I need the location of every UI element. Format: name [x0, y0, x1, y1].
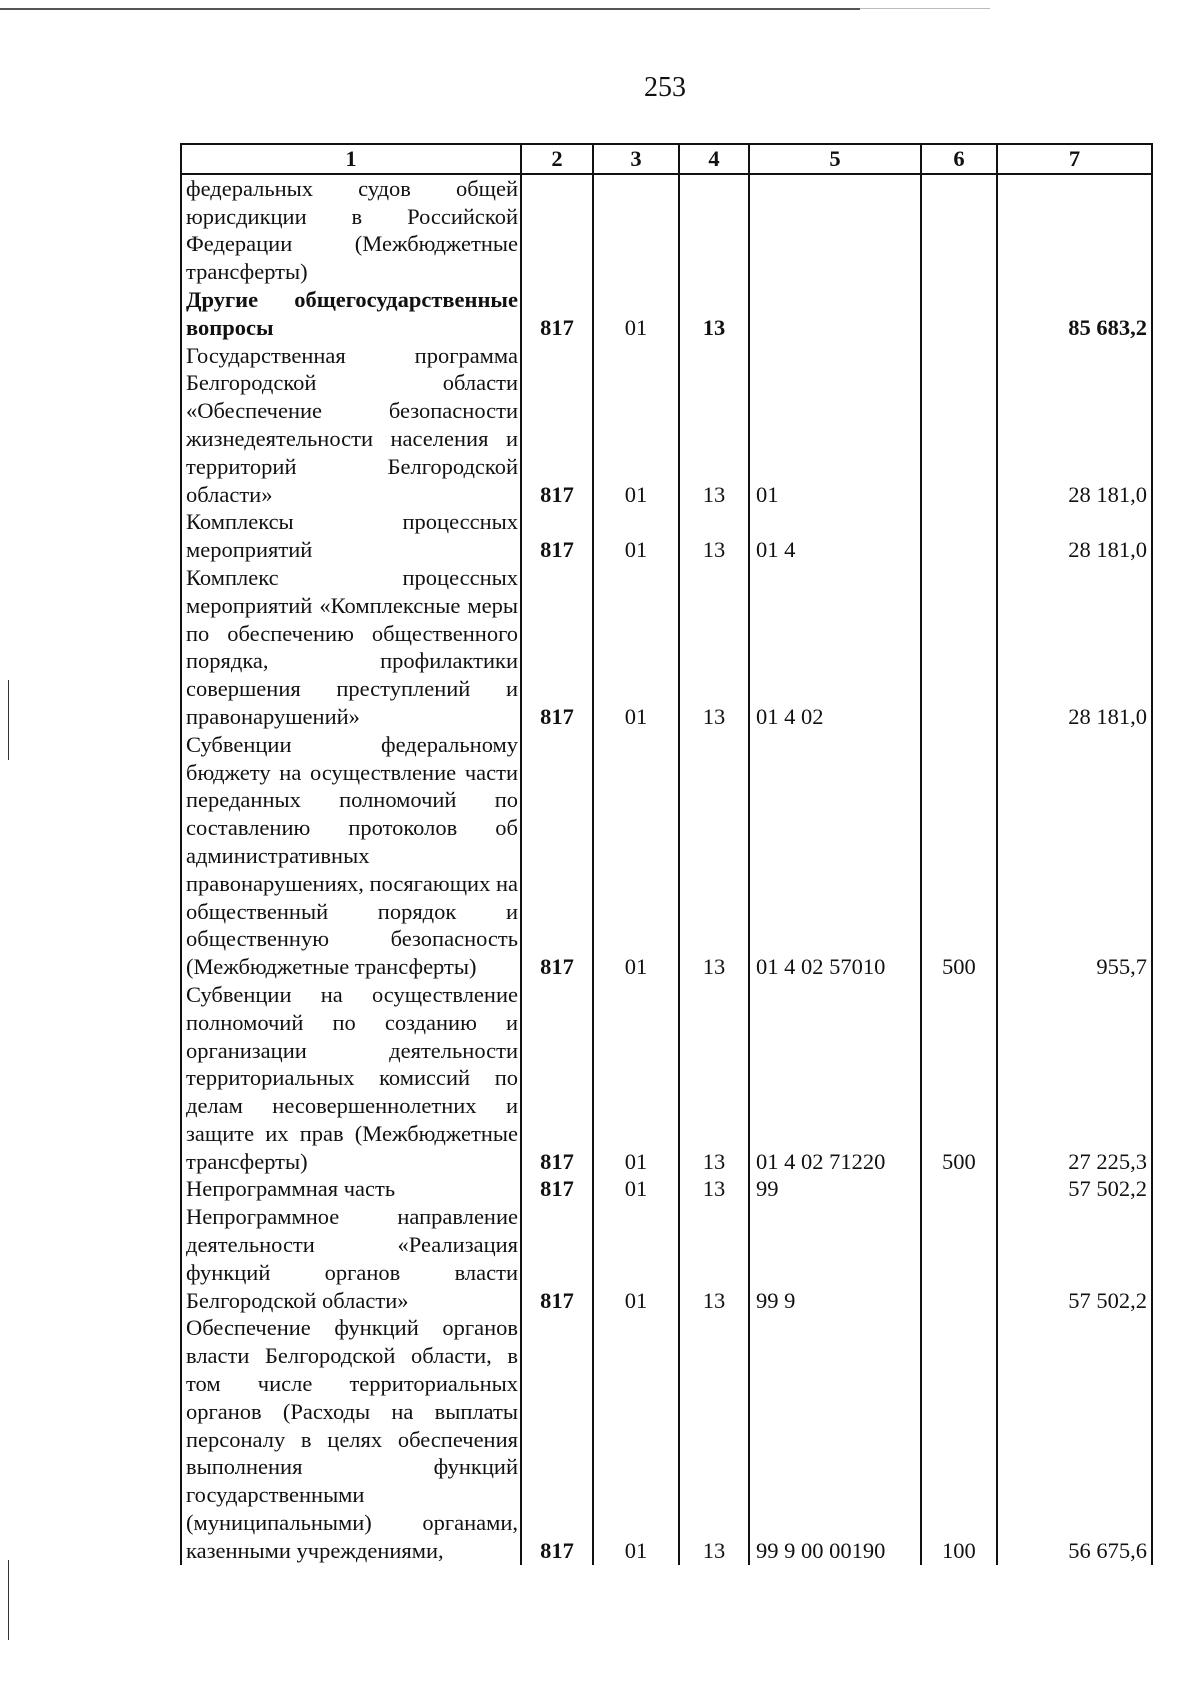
row-description: Комплексы процессных мероприятий — [181, 508, 521, 564]
table-row — [181, 342, 1152, 509]
row-expense-type: 100 — [921, 1314, 997, 1564]
table-body — [181, 174, 1152, 1565]
row-expense-type — [921, 508, 997, 564]
row-expense-type: 500 — [921, 981, 997, 1176]
row-target-article: 01 — [749, 342, 921, 509]
row-admin-code: 817 — [521, 286, 593, 342]
scan-margin-mark — [8, 680, 9, 760]
header-cell: 1 — [181, 144, 521, 174]
header-cell: 5 — [749, 144, 921, 174]
header-cell: 7 — [997, 144, 1152, 174]
row-subsection-code: 13 — [679, 981, 749, 1176]
row-subsection-code: 13 — [679, 508, 749, 564]
header-cell: 2 — [521, 144, 593, 174]
table-row — [181, 174, 1152, 286]
row-expense-type: 500 — [921, 731, 997, 981]
row-expense-type — [921, 342, 997, 509]
row-amount: 56 675,6 — [997, 1314, 1152, 1564]
row-target-article: 01 4 — [749, 508, 921, 564]
row-admin-code: 817 — [521, 731, 593, 981]
table-row — [181, 1175, 1152, 1203]
row-target-article — [749, 174, 921, 286]
row-section-code: 01 — [593, 731, 679, 981]
row-description: Непрограммное направление деятельности «Реализация функций органов власти Белгородской области» — [181, 1203, 521, 1314]
row-description: Непрограммная часть — [181, 1175, 521, 1203]
row-admin-code: 817 — [521, 981, 593, 1176]
header-cell: 3 — [593, 144, 679, 174]
row-target-article: 01 4 02 — [749, 564, 921, 731]
row-section-code: 01 — [593, 1314, 679, 1564]
row-description: Субвенции на осуществление полномочий по созданию и организации деятельности территориальных комиссий по делам несовершеннолетних и защите их прав (Межбюджетные трансферты) — [181, 981, 521, 1176]
row-amount: 28 181,0 — [997, 564, 1152, 731]
header-cell: 6 — [921, 144, 997, 174]
row-subsection-code: 13 — [679, 342, 749, 509]
row-admin-code: 817 — [521, 508, 593, 564]
row-admin-code — [521, 174, 593, 286]
budget-table — [180, 143, 1153, 1565]
row-expense-type — [921, 174, 997, 286]
row-section-code: 01 — [593, 1203, 679, 1314]
row-target-article — [749, 286, 921, 342]
row-admin-code: 817 — [521, 564, 593, 731]
row-amount — [997, 174, 1152, 286]
row-expense-type — [921, 564, 997, 731]
row-target-article: 01 4 02 71220 — [749, 981, 921, 1176]
row-amount: 955,7 — [997, 731, 1152, 981]
row-amount: 28 181,0 — [997, 342, 1152, 509]
row-expense-type — [921, 1203, 997, 1314]
row-target-article: 01 4 02 57010 — [749, 731, 921, 981]
row-target-article: 99 — [749, 1175, 921, 1203]
table-row — [181, 1203, 1152, 1314]
row-subsection-code: 13 — [679, 1175, 749, 1203]
table-header-row — [181, 144, 1152, 174]
row-section-code: 01 — [593, 508, 679, 564]
row-admin-code: 817 — [521, 1314, 593, 1564]
row-description: Государственная программа Белгородской области «Обеспечение безопасности жизнедеятельности населения и территорий Белгородской области» — [181, 342, 521, 509]
row-section-code: 01 — [593, 1175, 679, 1203]
row-subsection-code: 13 — [679, 731, 749, 981]
row-amount: 57 502,2 — [997, 1175, 1152, 1203]
row-subsection-code: 13 — [679, 564, 749, 731]
row-description: Обеспечение функций органов власти Белгородской области, в том числе территориальных органов (Расходы на выплаты персоналу в целях обеспечения выполнения функций государственными (муниципальными) органами, казенными учреждениями, — [181, 1314, 521, 1564]
row-subsection-code: 13 — [679, 286, 749, 342]
row-description: Другие общегосударственные вопросы — [181, 286, 521, 342]
row-target-article: 99 9 00 00190 — [749, 1314, 921, 1564]
row-amount: 28 181,0 — [997, 508, 1152, 564]
row-section-code: 01 — [593, 981, 679, 1176]
row-expense-type — [921, 1175, 997, 1203]
table-row — [181, 564, 1152, 731]
row-amount: 27 225,3 — [997, 981, 1152, 1176]
row-admin-code: 817 — [521, 1203, 593, 1314]
scan-edge-line — [860, 8, 990, 9]
table-row — [181, 286, 1152, 342]
table-row — [181, 1314, 1152, 1564]
header-cell: 4 — [679, 144, 749, 174]
row-section-code — [593, 174, 679, 286]
row-section-code: 01 — [593, 342, 679, 509]
row-amount: 85 683,2 — [997, 286, 1152, 342]
row-section-code: 01 — [593, 286, 679, 342]
row-amount: 57 502,2 — [997, 1203, 1152, 1314]
row-admin-code: 817 — [521, 342, 593, 509]
row-subsection-code — [679, 174, 749, 286]
row-description: федеральных судов общей юрисдикции в Российской Федерации (Межбюджетные трансферты) — [181, 174, 521, 286]
table-row — [181, 508, 1152, 564]
page-number: 253 — [644, 72, 686, 103]
row-subsection-code: 13 — [679, 1314, 749, 1564]
row-target-article: 99 9 — [749, 1203, 921, 1314]
row-admin-code: 817 — [521, 1175, 593, 1203]
row-description: Комплекс процессных мероприятий «Комплексные меры по обеспечению общественного порядка, профилактики совершения преступлений и правонарушений» — [181, 564, 521, 731]
table-row — [181, 981, 1152, 1176]
table-row — [181, 731, 1152, 981]
scan-edge-line — [0, 8, 860, 10]
scan-margin-mark — [8, 1560, 9, 1640]
row-section-code: 01 — [593, 564, 679, 731]
row-expense-type — [921, 286, 997, 342]
row-subsection-code: 13 — [679, 1203, 749, 1314]
row-description: Субвенции федеральному бюджету на осуществление части переданных полномочий по составлению протоколов об административных правонарушениях, посягающих на общественный порядок и общественную безопасность (Межбюджетные трансферты) — [181, 731, 521, 981]
table-header — [181, 144, 1152, 174]
